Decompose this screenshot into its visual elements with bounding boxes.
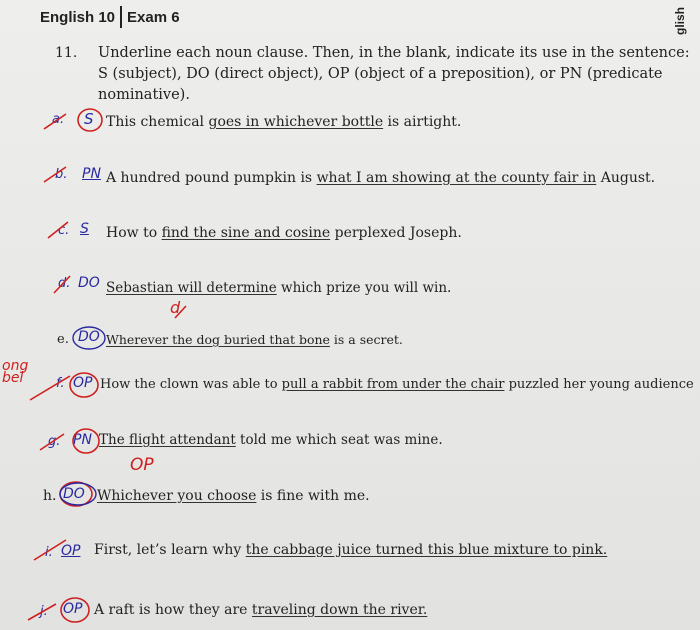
answer-c: S [80, 221, 89, 237]
sentence-a: This chemical goes in whichever bottle is airtight. [106, 114, 462, 130]
slash-f [30, 376, 70, 400]
item-letter-g: g. [48, 434, 61, 449]
instruction-line-1: Underline each noun clause. Then, in the blank, indicate its use in the sentence: [98, 45, 690, 61]
circle-j [61, 598, 89, 622]
blue-circle-e [73, 327, 105, 349]
sentence-b: A hundred pound pumpkin is what I am showing at the county fair in August. [106, 170, 656, 186]
exam-title: Exam 6 [127, 8, 180, 26]
circle-h [60, 482, 92, 506]
circle-f [70, 373, 98, 397]
answer-d: DO [78, 275, 100, 291]
circle-g [73, 429, 99, 453]
sentence-d: Sebastian will determine which prize you will win. [106, 280, 452, 296]
answer-g: PN [73, 432, 92, 448]
item-letter-j: j. [40, 604, 48, 619]
answer-b: PN [82, 166, 101, 182]
slash-b [44, 167, 66, 182]
item-letter-a: a. [52, 112, 65, 127]
slash-j [28, 604, 56, 620]
margin-note-f: ong bel [2, 358, 29, 386]
item-letter-c: c. [58, 223, 70, 238]
item-letter-b: b. [55, 167, 68, 182]
sentence-g: The flight attendant told me which seat was mine. [99, 432, 443, 448]
item-letter-i: i. [45, 545, 53, 560]
slash-i [34, 540, 66, 560]
answer-i: OP [61, 543, 81, 559]
answer-a: S [84, 110, 94, 128]
sentence-e: Wherever the dog buried that bone is a secret. [106, 332, 403, 347]
course-title: English 10 [40, 8, 116, 26]
item-letter-d: d. [58, 276, 71, 291]
sentence-c: How to find the sine and cosine perplexed Joseph. [106, 225, 462, 241]
item-letter-f: f. [56, 376, 65, 391]
circle-a [78, 109, 102, 131]
answer-j: OP [63, 601, 83, 617]
side-tab-label: glish [673, 6, 688, 36]
check-d [175, 306, 186, 318]
sentence-i: First, let’s learn why the cabbage juice turned this blue mixture to pink. [94, 542, 608, 558]
blue-circle-h [60, 483, 96, 505]
slash-a [44, 114, 66, 129]
sentence-h: Whichever you choose is fine with me. [97, 488, 370, 504]
slash-d [54, 276, 70, 293]
slash-c [48, 222, 68, 238]
question-number: 11. [55, 45, 78, 61]
item-letter-h: h. [43, 488, 57, 504]
sentence-f: How the clown was able to pull a rabbit from under the chair puzzled her young audience [100, 377, 694, 392]
sentence-j: A raft is how they are traveling down the river. [94, 602, 428, 618]
item-letter-e: e. [57, 332, 69, 347]
correction-h: OP [130, 455, 154, 475]
correction-d: d [170, 298, 181, 317]
answer-h: DO [63, 486, 85, 502]
instruction-line-2: S (subject), DO (direct object), OP (object of a preposition), or PN (predicate nominative). [98, 66, 663, 103]
answer-f: OP [73, 375, 93, 391]
answer-e: DO [78, 329, 100, 345]
slash-g [40, 434, 64, 450]
